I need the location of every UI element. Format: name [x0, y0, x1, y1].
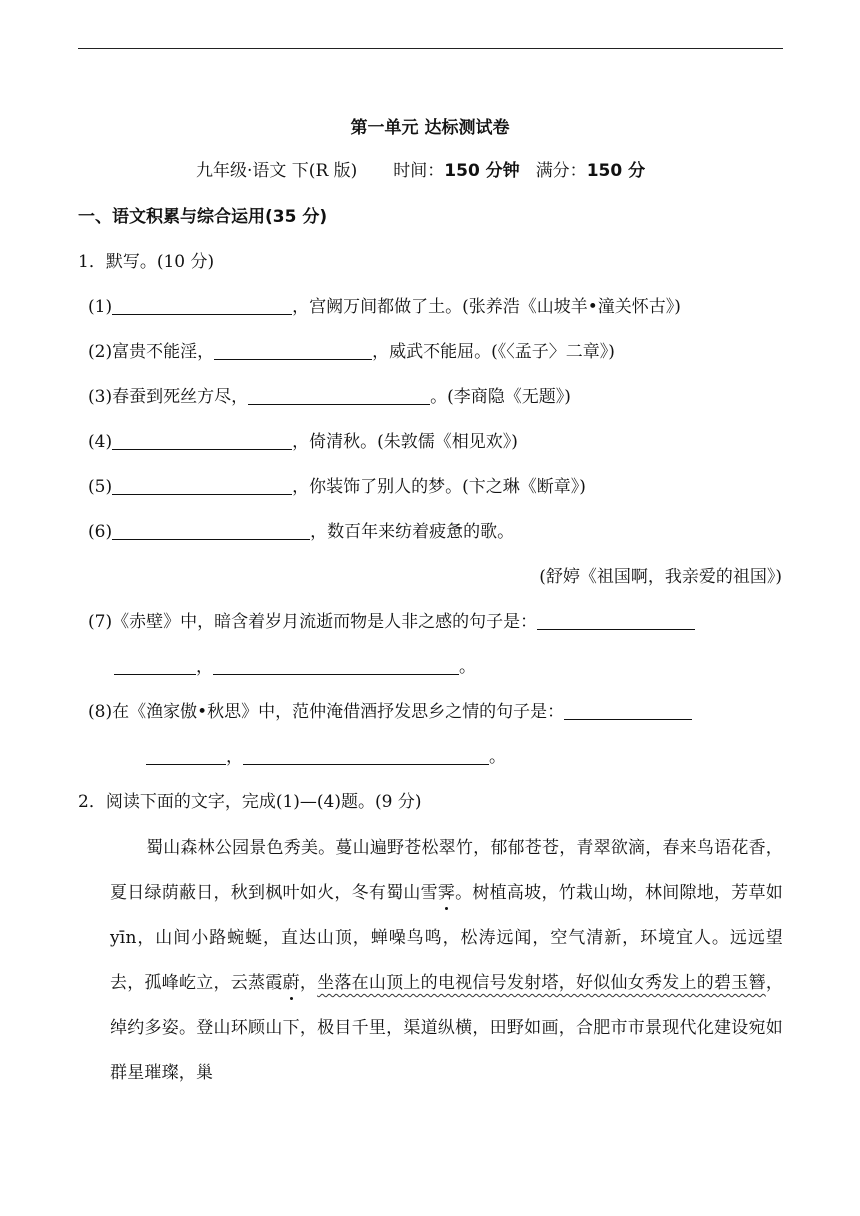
section-heading: 一、语文积累与综合运用(35 分) [78, 207, 328, 227]
exam-info [196, 159, 645, 183]
passage-text: 蜀山森林公园景色秀美。蔓山遍野苍松翠竹，郁郁苍苍，青翠欲滴，春来鸟语花香，夏日绿荫蔽日，秋到枫叶如火，冬有蜀山雪 [110, 838, 783, 903]
answer-blank[interactable] [248, 386, 430, 405]
item-number: (1) [88, 297, 113, 317]
emphasis-char: 蔚 [282, 973, 300, 993]
comma: ， [226, 747, 243, 767]
item-text: 春蚕到死丝方尽， [112, 387, 249, 407]
comma: ， [196, 657, 213, 677]
reading-passage [110, 826, 783, 1096]
emphasis-char: 霁 [437, 883, 456, 903]
answer-blank[interactable] [112, 296, 292, 315]
passage-text: 。树植高坡，竹栽山坳，林间隙地，芳草如 yīn，山间小路蜿蜒，直达山顶，蝉噪鸟鸣，松涛远闻，空气清新，环境宜人。远远望去，孤峰屹立，云蒸霞 [110, 883, 783, 993]
answer-blank[interactable] [214, 341, 372, 360]
item-text: ，倚清秋。(朱敦儒《相见欢》) [292, 432, 518, 452]
passage-text: ， [299, 973, 318, 993]
q1-item-2 [88, 340, 615, 364]
answer-blank[interactable] [112, 476, 292, 495]
item-text: ，宫阙万间都做了土。(张养浩《山坡羊•潼关怀古》) [292, 297, 681, 317]
q1-item-5 [88, 475, 586, 499]
header-rule [78, 48, 783, 49]
answer-blank[interactable] [564, 701, 692, 720]
answer-blank[interactable] [213, 656, 459, 675]
q1-item-6-source: (舒婷《祖国啊，我亲爱的祖国》) [539, 567, 782, 587]
q1-item-4 [88, 430, 518, 454]
item-number: (4) [88, 432, 113, 452]
item-number: (3) [88, 387, 113, 407]
q1-item-6 [88, 520, 514, 544]
item-number: (2) [88, 342, 113, 362]
wavy-underlined-sentence: 坐落在山顶上的电视信号发射塔，好似仙女秀发上的碧玉簪 [317, 973, 766, 993]
item-text: ，威武不能屈。(《〈孟子〉二章》) [372, 342, 615, 362]
q1-item-1 [88, 295, 681, 319]
period: 。 [489, 747, 506, 767]
item-number: (8) [88, 702, 113, 722]
item-number: (7) [88, 612, 113, 632]
question-2-stem: 2．阅读下面的文字，完成(1)—(4)题。(9 分) [78, 792, 422, 812]
question-1-stem: 1．默写。(10 分) [78, 252, 215, 272]
q1-item-3 [88, 385, 571, 409]
q1-item-8 [88, 700, 692, 724]
answer-blank[interactable] [114, 656, 196, 675]
grade-info: 九年级·语文 下(R 版) [196, 161, 358, 181]
item-text: 《赤壁》中，暗含着岁月流逝而物是人非之感的句子是： [112, 612, 538, 632]
item-text: 。(李商隐《无题》) [430, 387, 571, 407]
q1-item-8-continued [146, 745, 506, 769]
item-text: ，你装饰了别人的梦。(卞之琳《断章》) [292, 477, 586, 497]
time-value: 150 分钟 [444, 161, 520, 181]
passage-text: ，绰约多姿。登山环顾山下，极目千里，渠道纵横，田野如画，合肥市市景现代化建设宛如群星璀璨，巢 [110, 973, 784, 1083]
item-text: 在《渔家傲•秋思》中，范仲淹借酒抒发思乡之情的句子是： [112, 702, 565, 722]
time-label: 时间： [393, 161, 445, 181]
item-text: 富贵不能淫， [112, 342, 215, 362]
score-label: 满分： [535, 161, 587, 181]
page-title: 第一单元 达标测试卷 [350, 118, 510, 138]
q1-item-7-continued [114, 655, 476, 679]
answer-blank[interactable] [112, 431, 292, 450]
score-value: 150 分 [586, 161, 646, 181]
item-number: (6) [88, 522, 113, 542]
period: 。 [459, 657, 476, 677]
item-number: (5) [88, 477, 113, 497]
answer-blank[interactable] [243, 746, 489, 765]
answer-blank[interactable] [112, 521, 310, 540]
answer-blank[interactable] [146, 746, 226, 765]
item-text: ，数百年来纺着疲惫的歌。 [310, 522, 515, 542]
answer-blank[interactable] [537, 611, 695, 630]
q1-item-7 [88, 610, 695, 634]
